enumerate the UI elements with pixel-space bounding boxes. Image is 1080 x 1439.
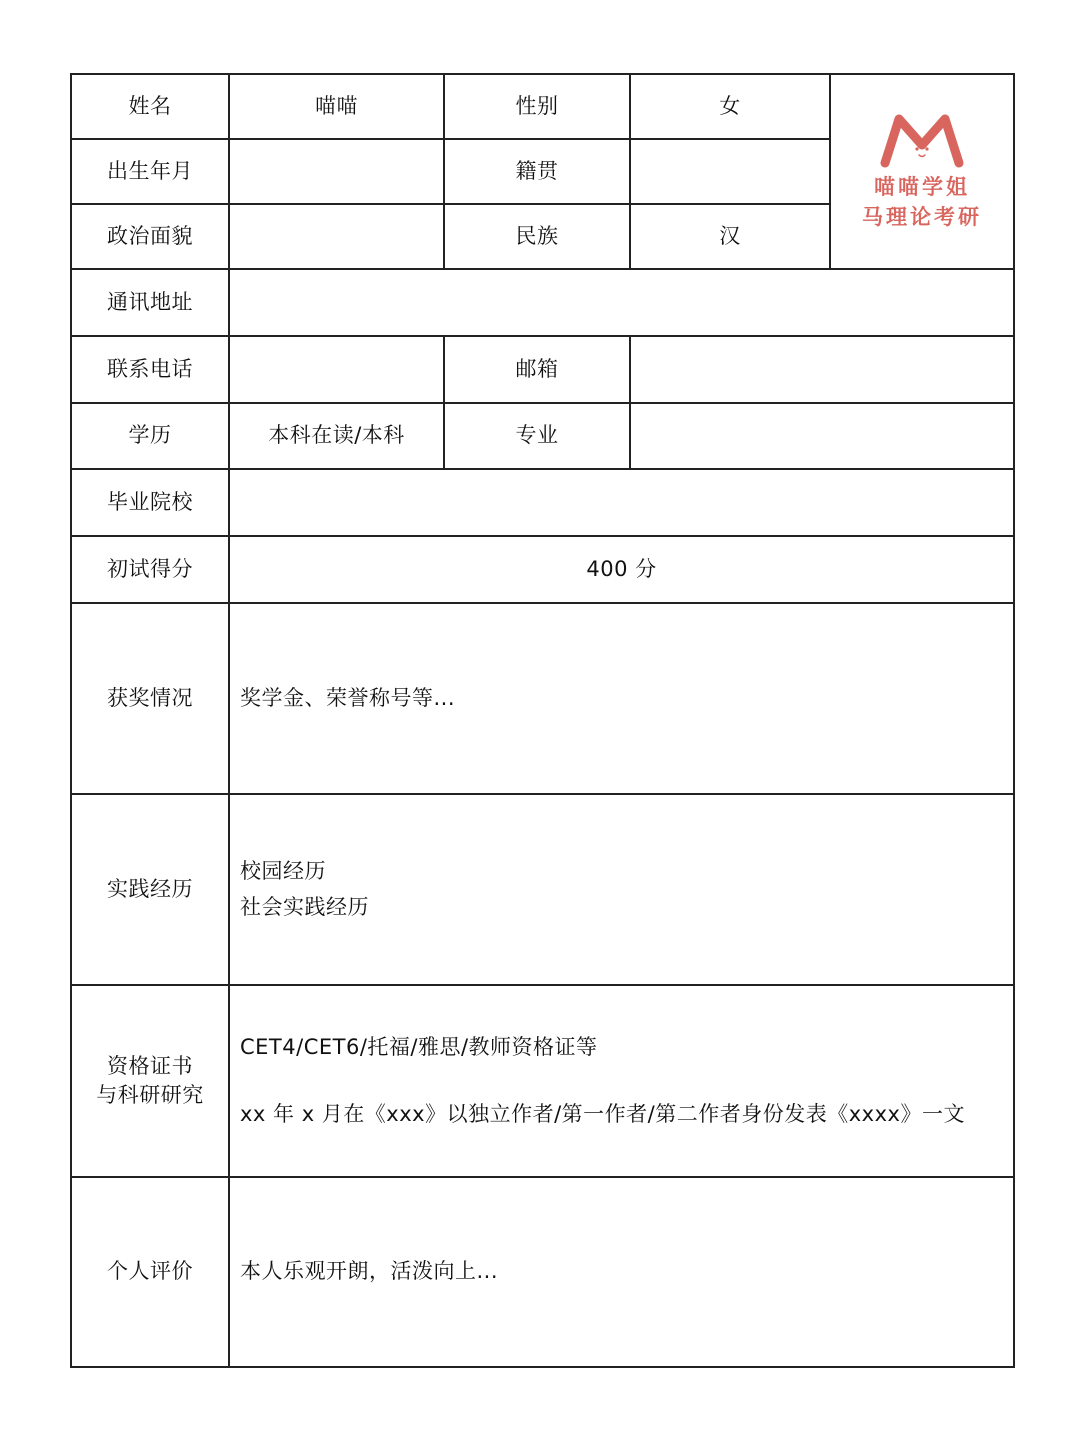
certificates-line: CET4/CET6/托福/雅思/教师资格证等 [240,1034,598,1059]
education-label [70,402,228,468]
birth-label-text: 出生年月 [107,158,193,183]
email-value [629,335,1015,402]
awards-value-text: 奖学金、荣誉称号等... [240,685,456,710]
school-value [228,468,1015,535]
phone-label [70,335,228,402]
certificates-label [70,984,228,1176]
logo-line-2: 马理论考研 [862,204,982,229]
phone-value [228,335,443,402]
major-label-text: 专业 [515,423,559,448]
address-label [70,268,228,335]
name-label-text: 姓名 [128,93,172,118]
address-value [228,268,1015,335]
school-label-text: 毕业院校 [107,489,193,514]
self-evaluation-value-text: 本人乐观开朗，活泼向上... [240,1259,499,1284]
education-value-text: 本科在读/本科 [268,423,405,448]
education-label-text: 学历 [128,423,172,448]
name-value-text: 喵喵 [315,93,358,118]
name-value [228,73,443,138]
name-label [70,73,228,138]
practice-line-social: 社会实践经历 [240,894,369,919]
ethnicity-value [629,203,829,268]
cat-m-logo-icon [877,111,967,173]
gender-value-text: 女 [719,93,741,118]
birth-value [228,138,443,203]
political-status-value [228,203,443,268]
awards-label-text: 获奖情况 [107,685,193,710]
awards-value [228,602,1015,793]
native-place-value [629,138,829,203]
gender-label [443,73,629,138]
practice-value [228,793,1015,984]
self-evaluation-value [228,1176,1015,1368]
score-value-text: 400 分 [586,556,657,581]
school-label [70,468,228,535]
phone-label-text: 联系电话 [107,356,193,381]
education-value [228,402,443,468]
ethnicity-value-text: 汉 [719,223,741,248]
email-label-text: 邮箱 [515,356,559,381]
major-label [443,402,629,468]
score-value [228,535,1015,602]
native-place-label [443,138,629,203]
practice-label-text: 实践经历 [107,876,193,901]
native-place-label-text: 籍贯 [515,158,559,183]
political-status-label-text: 政治面貌 [107,223,193,248]
score-label [70,535,228,602]
logo-cell [829,73,1015,268]
practice-line-campus: 校园经历 [240,859,326,884]
address-label-text: 通讯地址 [107,289,193,314]
certificates-label-line-2: 与科研研究 [96,1083,204,1107]
self-evaluation-label [70,1176,228,1368]
ethnicity-label-text: 民族 [515,223,559,248]
score-label-text: 初试得分 [107,556,193,581]
major-value [629,402,1015,468]
political-status-label [70,203,228,268]
email-label [443,335,629,402]
practice-label [70,793,228,984]
logo-line-1: 喵喵学姐 [874,175,970,200]
gender-value [629,73,829,138]
certificates-value [228,984,1015,1176]
ethnicity-label [443,203,629,268]
gender-label-text: 性别 [515,93,559,118]
certificates-label-line-1: 资格证书 [107,1053,193,1078]
self-evaluation-label-text: 个人评价 [107,1259,193,1284]
awards-label [70,602,228,793]
publication-line: xx 年 x 月在《xxx》以独立作者/第一作者/第二作者身份发表《xxxx》一文 [240,1102,965,1126]
birth-label [70,138,228,203]
